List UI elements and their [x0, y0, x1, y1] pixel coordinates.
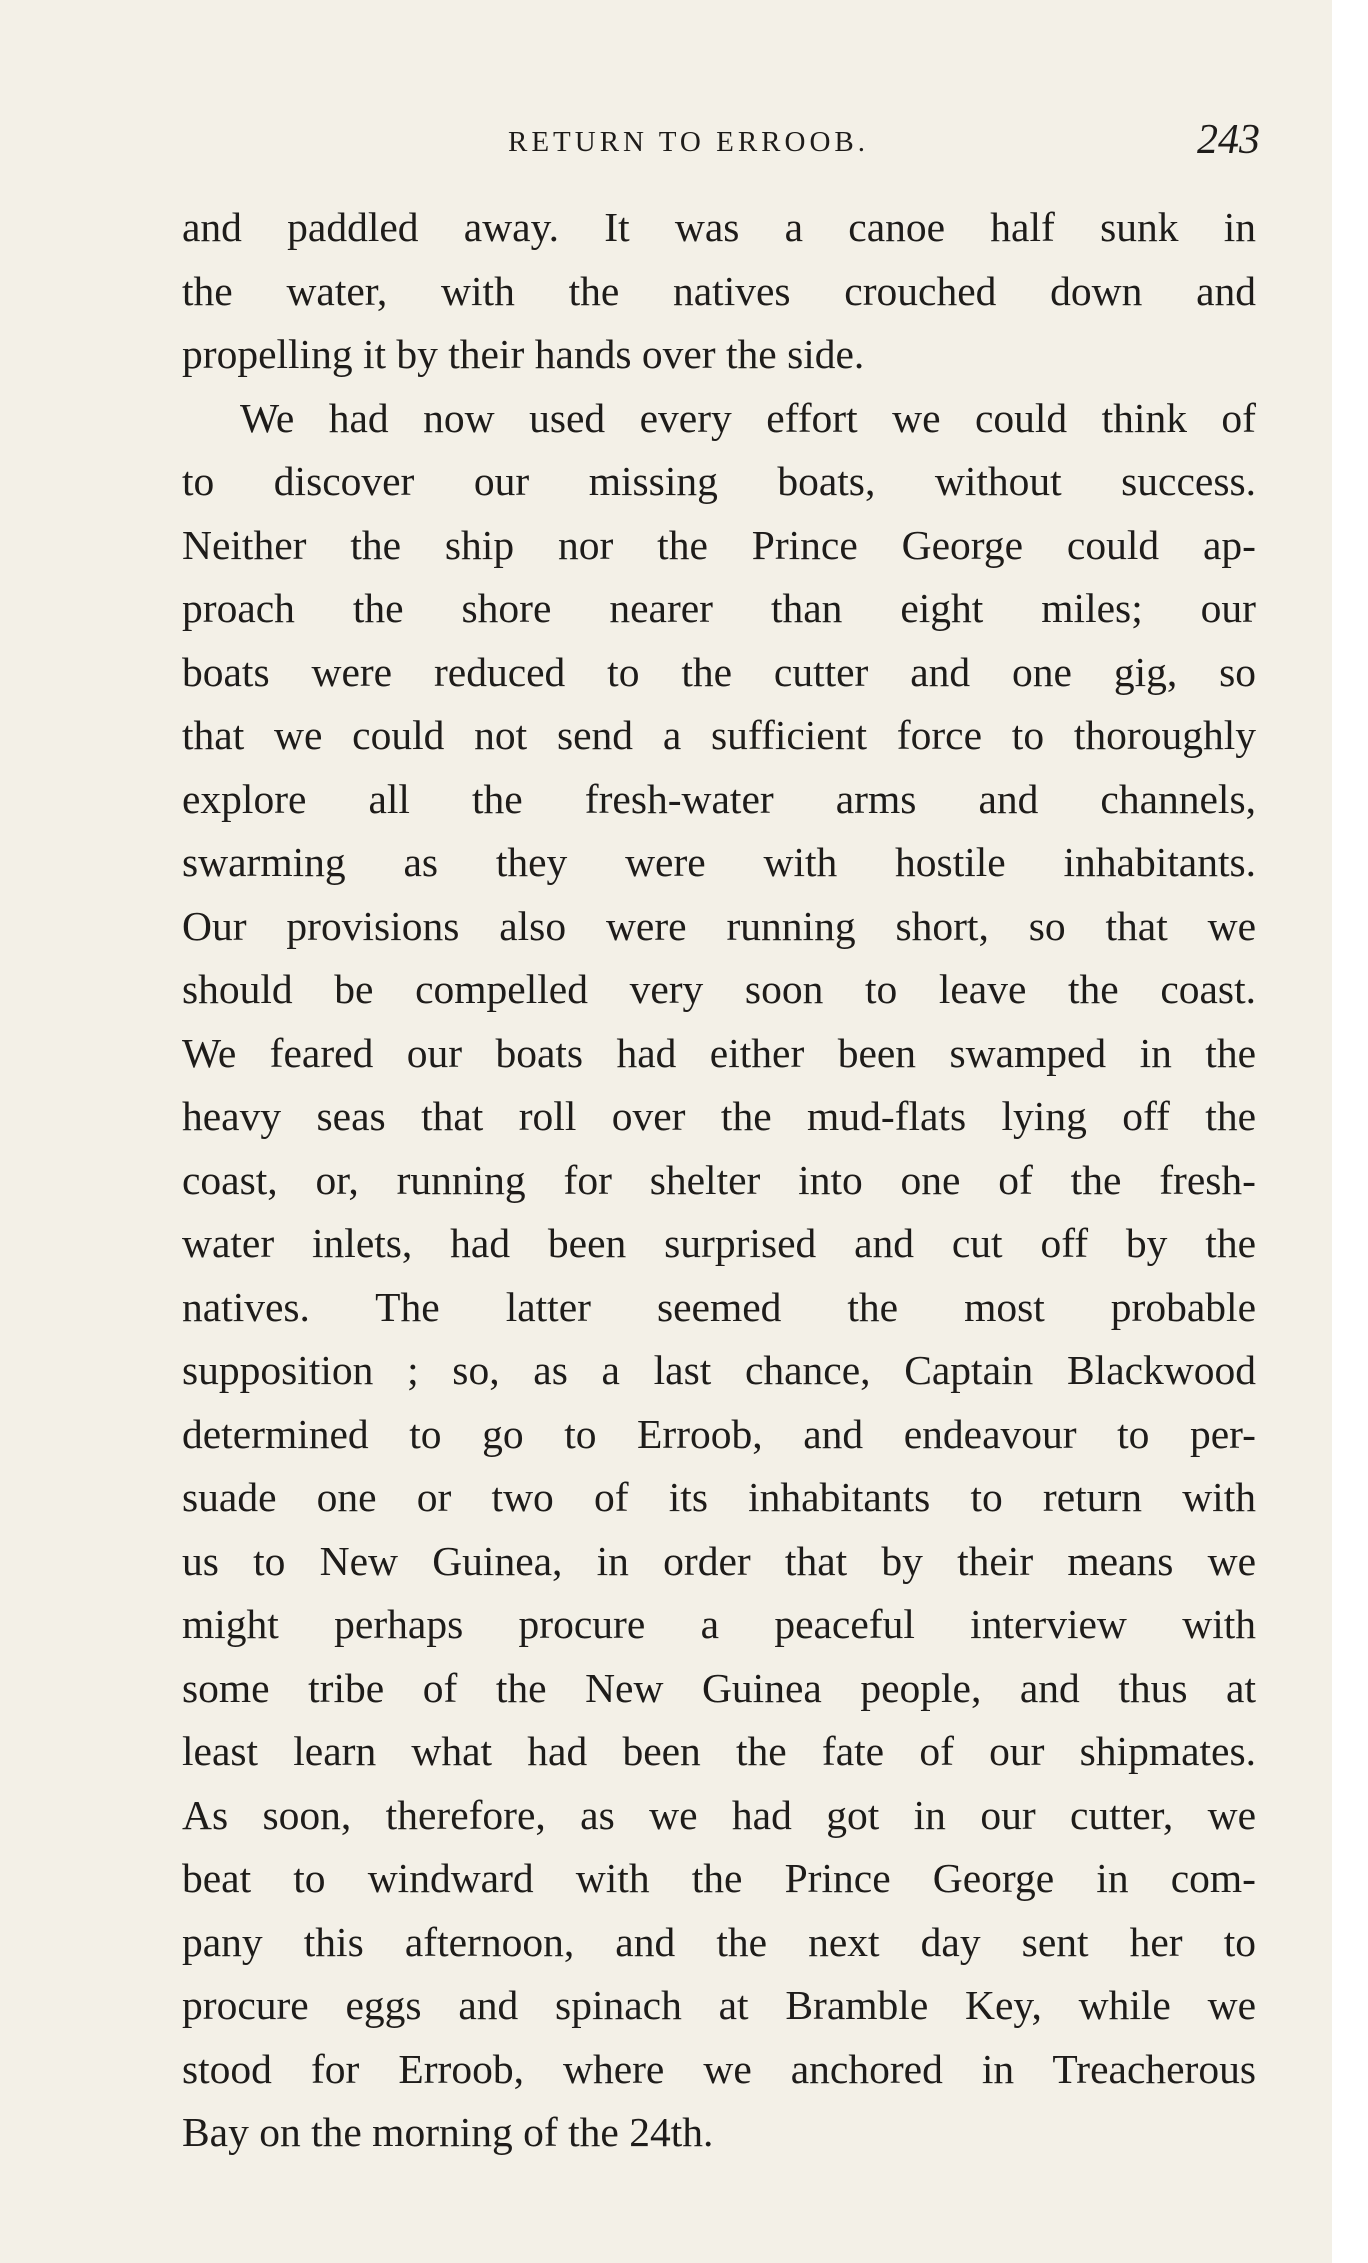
text-line: Bay on the morning of the 24th. — [182, 2109, 714, 2155]
text-line: boats were reduced to the cutter and one gig, so — [182, 648, 1256, 695]
text-line: heavy seas that roll over the mud-flats lying off the — [182, 1093, 1256, 1139]
body-text — [182, 196, 1256, 2165]
text-line: might perhaps procure a peaceful interview with — [182, 1601, 1256, 1647]
text-line: suade one or two of its inhabitants to return with — [182, 1474, 1256, 1520]
page-header — [188, 117, 1260, 163]
text-line: coast, or, running for shelter into one of the fresh- — [182, 1156, 1256, 1203]
running-head: RETURN TO ERROOB. — [508, 126, 869, 158]
text-line: propelling it by their hands over the side. — [182, 331, 865, 377]
text-line: us to New Guinea, in order that by their means we — [182, 1537, 1256, 1584]
text-line: As soon, therefore, as we had got in our cutter, we — [182, 1791, 1256, 1838]
text-line: We had now used every effort we could think of — [240, 394, 1256, 441]
text-line: procure eggs and spinach at Bramble Key, while we — [182, 1982, 1256, 2028]
text-line: stood for Erroob, where we anchored in Treacherous — [182, 2045, 1256, 2092]
text-line: We feared our boats had either been swamped in the — [182, 1029, 1256, 1076]
text-line: natives. The latter seemed the most probable — [182, 1283, 1256, 1330]
text-line: and paddled away. It was a canoe half sunk in — [182, 204, 1256, 250]
text-line: proach the shore nearer than eight miles; our — [182, 585, 1256, 631]
text-line: the water, with the natives crouched down and — [182, 267, 1256, 314]
text-line: Our provisions also were running short, so that we — [182, 902, 1256, 949]
text-line: least learn what had been the fate of our shipmates. — [182, 1728, 1256, 1774]
text-line: to discover our missing boats, without success. — [182, 458, 1256, 504]
text-line: swarming as they were with hostile inhabitants. — [182, 839, 1256, 885]
text-line: some tribe of the New Guinea people, and thus at — [182, 1664, 1256, 1711]
text-line: beat to windward with the Prince George in com- — [182, 1855, 1256, 1901]
text-line: explore all the fresh-water arms and channels, — [182, 775, 1256, 822]
text-line: that we could not send a sufficient force to thoroughly — [182, 712, 1256, 758]
text-line: supposition ; so, as a last chance, Captain Blackwood — [182, 1347, 1256, 1393]
text-line: Neither the ship nor the Prince George could ap- — [182, 521, 1256, 568]
text-line: determined to go to Erroob, and endeavour to per- — [182, 1410, 1256, 1457]
text-line: pany this afternoon, and the next day sent her to — [182, 1918, 1256, 1965]
text-line: should be compelled very soon to leave the coast. — [182, 966, 1256, 1012]
page-number: 243 — [1197, 117, 1260, 163]
text-line: water inlets, had been surprised and cut off by the — [182, 1220, 1256, 1266]
